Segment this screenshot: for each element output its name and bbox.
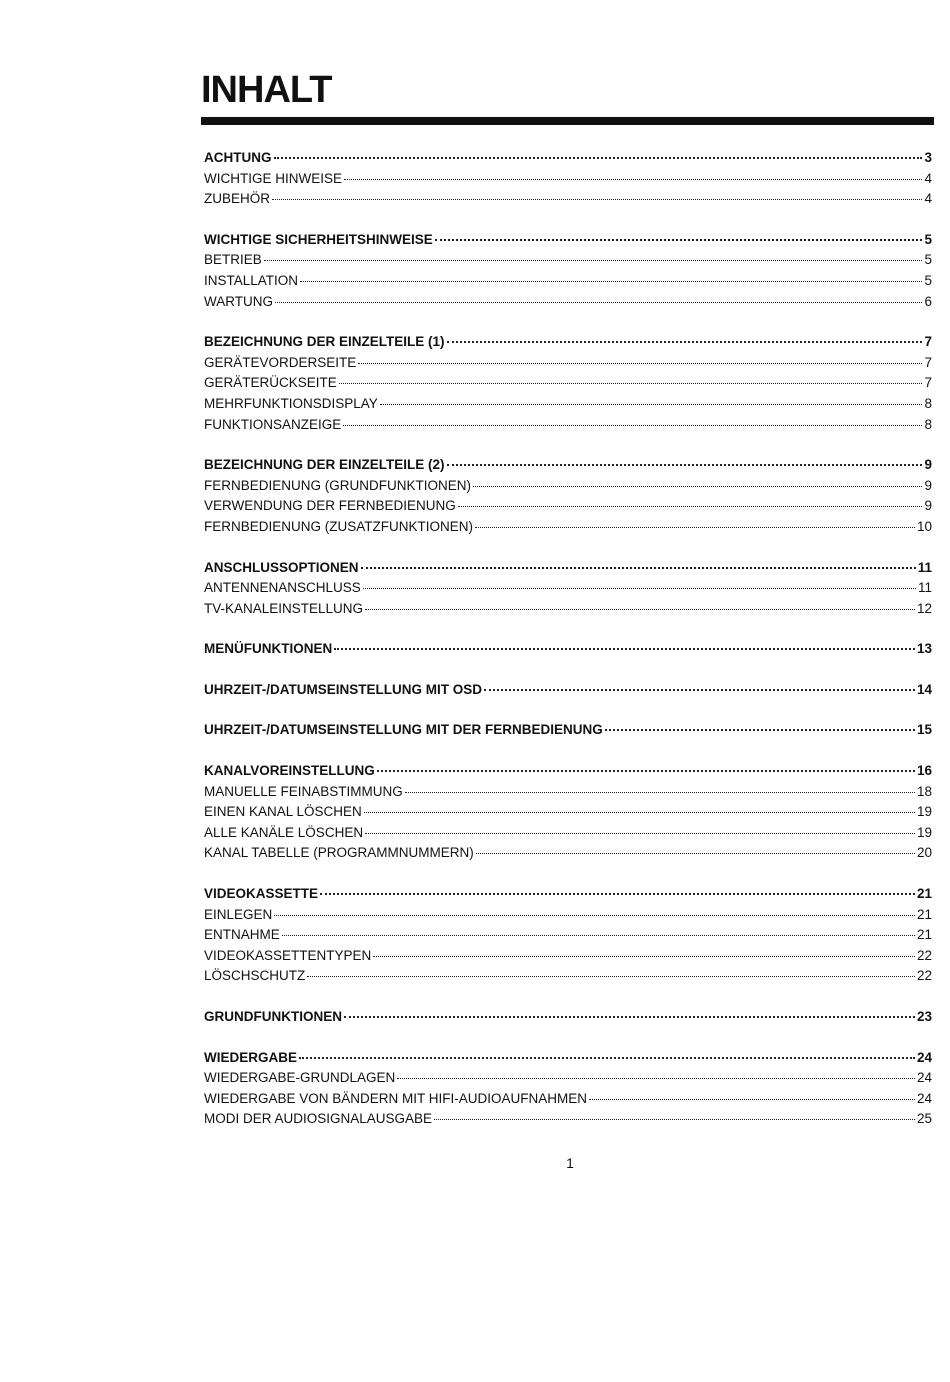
toc-heading-label: KANALVOREINSTELLUNG <box>204 763 375 779</box>
dot-leader <box>363 588 916 589</box>
toc-entry-label: KANAL TABELLE (PROGRAMMNUMMERN) <box>204 845 474 861</box>
toc-heading-label: BEZEICHNUNG DER EINZELTEILE (2) <box>204 457 445 473</box>
toc-heading-page: 3 <box>924 150 932 165</box>
toc-entry-label: EINLEGEN <box>204 906 273 922</box>
toc-heading-page: 24 <box>916 1049 932 1065</box>
toc-entry <box>204 599 932 620</box>
toc-entry <box>204 802 932 823</box>
toc-entry <box>204 517 932 538</box>
toc-section <box>204 332 932 435</box>
dot-leader <box>272 199 922 200</box>
toc-heading <box>204 455 932 476</box>
toc-heading-label: GRUNDFUNKTIONEN <box>204 1009 342 1024</box>
toc-section <box>204 680 932 701</box>
toc-heading-label: VIDEOKASSETTE <box>204 886 319 902</box>
toc-heading-page: 9 <box>924 457 932 473</box>
toc-entry-label: WICHTIGE HINWEISE <box>204 170 342 186</box>
toc-heading-page: 21 <box>916 886 932 902</box>
dot-leader <box>447 341 923 343</box>
dot-leader <box>435 239 923 241</box>
dot-leader <box>282 935 915 936</box>
page-title: INHALT <box>201 69 332 111</box>
toc-entry-page: 19 <box>916 824 932 840</box>
toc-entry <box>204 496 932 517</box>
dot-leader <box>334 648 915 650</box>
dot-leader <box>274 157 923 159</box>
toc-entry-label: MANUELLE FEINABSTIMMUNG <box>204 783 403 799</box>
toc-section <box>204 230 932 312</box>
toc-entry-page: 5 <box>924 252 932 268</box>
toc-entry <box>204 966 932 987</box>
dot-leader <box>365 833 915 834</box>
toc-entry <box>204 1089 932 1110</box>
toc-heading <box>204 1007 932 1028</box>
toc-heading-page: 11 <box>917 559 932 575</box>
dot-leader <box>405 792 915 793</box>
toc-heading-page: 14 <box>916 681 932 697</box>
toc-heading-label: MENÜFUNKTIONEN <box>204 641 333 657</box>
toc-entry-page: 9 <box>924 498 932 514</box>
toc-entry-label: GERÄTERÜCKSEITE <box>204 375 337 391</box>
toc-heading <box>204 639 932 660</box>
dot-leader <box>300 281 922 282</box>
toc-entry-page: 24 <box>916 1090 932 1106</box>
toc-entry-label: VERWENDUNG DER FERNBEDIENUNG <box>204 498 456 514</box>
toc-entry <box>204 578 932 599</box>
toc-heading-label: ANSCHLUSSOPTIONEN <box>204 559 359 575</box>
dot-leader <box>364 812 915 813</box>
dot-leader <box>484 689 915 691</box>
toc-entry-page: 4 <box>924 170 932 186</box>
toc-entry-label: GERÄTEVORDERSEITE <box>204 354 357 370</box>
toc-entry <box>204 1068 932 1089</box>
toc-entry-label: TV-KANALEINSTELLUNG <box>204 600 364 616</box>
toc-entry <box>204 925 932 946</box>
toc-entry-page: 7 <box>924 354 932 370</box>
toc-entry-label: WIEDERGABE-GRUNDLAGEN <box>204 1070 396 1086</box>
toc-heading-label: ACHTUNG <box>204 150 272 165</box>
toc-heading-label: BEZEICHNUNG DER EINZELTEILE (1) <box>204 334 445 350</box>
toc-heading-page: 15 <box>916 722 932 738</box>
dot-leader <box>275 302 922 303</box>
dot-leader <box>458 506 923 507</box>
toc-entry-page: 6 <box>924 293 932 309</box>
dot-leader <box>447 464 923 466</box>
toc-entry <box>204 782 932 803</box>
dot-leader <box>307 976 915 977</box>
toc-section <box>204 1007 932 1028</box>
toc-entry <box>204 823 932 844</box>
toc-entry-label: MODI DER AUDIOSIGNALAUSGABE <box>204 1111 433 1127</box>
toc-entry-page: 5 <box>924 272 932 288</box>
dot-leader <box>365 609 915 610</box>
toc-entry-label: ZUBEHÖR <box>204 191 271 207</box>
toc-heading <box>204 884 932 905</box>
dot-leader <box>344 1016 915 1018</box>
page-number: 1 <box>566 1155 574 1171</box>
toc-heading-page: 13 <box>916 641 932 657</box>
dot-leader <box>299 1057 915 1059</box>
toc-entry-page: 12 <box>916 600 932 616</box>
toc-section <box>204 761 932 864</box>
toc-entry <box>204 353 932 374</box>
dot-leader <box>476 853 915 854</box>
dot-leader <box>343 425 922 426</box>
toc-entry-label: MEHRFUNKTIONSDISPLAY <box>204 395 378 411</box>
dot-leader <box>358 363 922 364</box>
toc-heading <box>204 720 932 741</box>
toc-heading <box>204 332 932 353</box>
toc-entry-page: 8 <box>924 416 932 432</box>
dot-leader <box>320 893 915 895</box>
toc-heading-page: 7 <box>924 334 932 350</box>
toc-section <box>204 455 932 537</box>
toc-entry <box>204 169 932 190</box>
dot-leader <box>397 1078 915 1079</box>
toc-heading <box>204 148 932 169</box>
toc-entry-page: 4 <box>924 191 932 207</box>
dot-leader <box>264 260 923 261</box>
toc-heading <box>204 680 932 701</box>
toc-entry-page: 24 <box>916 1070 932 1086</box>
toc-entry-page: 19 <box>916 804 932 820</box>
toc-entry-label: ALLE KANÄLE LÖSCHEN <box>204 824 364 840</box>
dot-leader <box>475 527 915 528</box>
dot-leader <box>589 1099 915 1100</box>
toc-entry <box>204 905 932 926</box>
toc-entry-label: WIEDERGABE VON BÄNDERN MIT HIFI-AUDIOAUFNAHMEN <box>204 1090 588 1106</box>
toc-entry-page: 22 <box>916 947 932 963</box>
toc-entry-page: 7 <box>924 375 932 391</box>
toc-entry <box>204 394 932 415</box>
toc-entry-label: FERNBEDIENUNG (GRUNDFUNKTIONEN) <box>204 477 472 493</box>
toc-entry-label: ANTENNENANSCHLUSS <box>204 580 361 596</box>
toc-heading-page: 23 <box>916 1009 932 1024</box>
toc-entry-label: WARTUNG <box>204 293 273 309</box>
dot-leader <box>339 383 923 384</box>
toc-heading <box>204 558 932 579</box>
dot-leader <box>377 770 915 772</box>
toc-entry <box>204 189 932 210</box>
toc-entry <box>204 946 932 967</box>
toc-entry-page: 9 <box>924 477 932 493</box>
toc-section <box>204 639 932 660</box>
toc-entry-label: ENTNAHME <box>204 927 280 943</box>
toc-entry-label: FERNBEDIENUNG (ZUSATZFUNKTIONEN) <box>204 518 473 534</box>
dot-leader <box>434 1119 915 1120</box>
toc-entry-page: 22 <box>916 968 932 984</box>
toc-heading-label: UHRZEIT-/DATUMSEINSTELLUNG MIT OSD <box>204 681 482 697</box>
dot-leader <box>373 956 915 957</box>
toc-entry-page: 18 <box>916 783 932 799</box>
toc-section <box>204 558 932 620</box>
table-of-contents <box>204 148 932 1150</box>
toc-heading-label: WIEDERGABE <box>204 1049 298 1065</box>
toc-heading <box>204 761 932 782</box>
toc-heading <box>204 230 932 251</box>
toc-entry-page: 21 <box>916 906 932 922</box>
toc-entry <box>204 292 932 313</box>
toc-entry-page: 20 <box>916 845 932 861</box>
toc-section <box>204 884 932 987</box>
toc-entry <box>204 415 932 436</box>
toc-heading-page: 16 <box>916 763 932 779</box>
toc-entry-page: 8 <box>924 395 932 411</box>
dot-leader <box>361 567 916 569</box>
toc-entry-page: 10 <box>916 518 932 534</box>
toc-entry-page: 21 <box>916 927 932 943</box>
dot-leader <box>605 729 915 731</box>
title-rule <box>201 117 934 125</box>
toc-entry <box>204 271 932 292</box>
toc-heading-label: WICHTIGE SICHERHEITSHINWEISE <box>204 231 433 247</box>
toc-heading-page: 5 <box>924 231 932 247</box>
toc-section <box>204 148 932 210</box>
dot-leader <box>473 486 922 487</box>
toc-entry <box>204 476 932 497</box>
toc-entry-label: EINEN KANAL LÖSCHEN <box>204 804 362 820</box>
toc-entry <box>204 250 932 271</box>
dot-leader <box>380 404 923 405</box>
toc-entry-label: LÖSCHSCHUTZ <box>204 968 306 984</box>
toc-entry <box>204 843 932 864</box>
toc-entry-label: INSTALLATION <box>204 272 299 288</box>
toc-entry-label: BETRIEB <box>204 252 262 268</box>
toc-entry-page: 11 <box>917 580 932 596</box>
dot-leader <box>274 915 915 916</box>
toc-section <box>204 720 932 741</box>
toc-entry-label: FUNKTIONSANZEIGE <box>204 416 342 432</box>
toc-section <box>204 1048 932 1130</box>
toc-entry <box>204 1109 932 1130</box>
toc-entry-label: VIDEOKASSETTENTYPEN <box>204 947 372 963</box>
dot-leader <box>344 179 922 180</box>
toc-heading-label: UHRZEIT-/DATUMSEINSTELLUNG MIT DER FERNBEDIENUNG <box>204 722 603 738</box>
toc-heading <box>204 1048 932 1069</box>
toc-entry <box>204 373 932 394</box>
toc-entry-page: 25 <box>916 1111 932 1127</box>
